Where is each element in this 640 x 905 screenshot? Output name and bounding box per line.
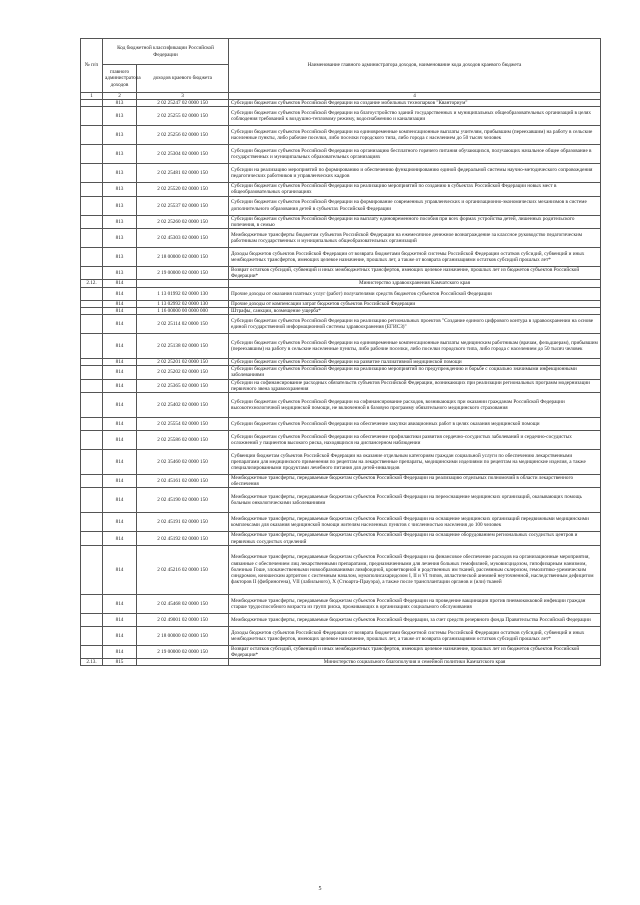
income-name: Субсидии бюджетам субъектов Российской Федерации на формирование современных управленческих и организационно-экономических механизмов в системе дополнительного образования детей в субъектах Российской Федерации — [229, 196, 601, 215]
table-row — [81, 307, 601, 314]
row-number — [81, 594, 103, 613]
col-number-2: 2 — [103, 93, 137, 100]
section-row — [81, 659, 601, 666]
admin-code: 814 — [103, 287, 137, 300]
admin-code: 815 — [103, 659, 137, 666]
income-code: 1 16 00000 00 0000 000 — [137, 307, 229, 314]
admin-code: 814 — [103, 594, 137, 613]
income-code: 2 19 00000 02 0000 150 — [137, 645, 229, 658]
col-name-header: Наименование главного администратора доходов, наименование кода доходов краевого бюджета — [229, 39, 601, 93]
admin-code: 814 — [103, 359, 137, 366]
income-code: 2 02 45192 02 0000 150 — [137, 532, 229, 545]
row-number — [81, 248, 103, 267]
admin-code: 813 — [103, 107, 137, 126]
row-number — [81, 215, 103, 228]
income-code: 2 18 00000 02 0000 150 — [137, 248, 229, 267]
income-name: Доходы бюджетов субъектов Российской Федерации от возврата бюджетами бюджетной системы Российской Федерации остатков субсидий, субвенций и иных межбюджетных трансфертов, имеющих целевое назначение, прошлых лет, а также от возврата организациями остатков субсидий прошлых лет* — [229, 248, 601, 267]
income-name: Межбюджетные трансферты, передаваемые бюджетам субъектов Российской Федерации на оснащение медицинских организаций передвижными медицинскими комплексами для оказания медицинской помощи жителям населенных пунктов с численностью населения до 100 человек — [229, 513, 601, 532]
row-number — [81, 307, 103, 314]
income-code: 2 02 25260 02 0000 150 — [137, 215, 229, 228]
row-number — [81, 645, 103, 658]
row-number — [81, 418, 103, 431]
row-number — [81, 613, 103, 626]
admin-code: 814 — [103, 280, 137, 287]
income-name: Межбюджетные трансферты, передаваемые бюджетам субъектов Российской Федерации, за счет средств резервного фонда Правительства Российской Федерации — [229, 613, 601, 626]
income-name: Межбюджетные трансферты, передаваемые бюджетам субъектов Российской Федерации на переоснащение медицинских организаций, оказывающих помощь больным онкологическими заболеваниями — [229, 488, 601, 513]
revenue-code-table-sheet — [80, 38, 600, 873]
income-code: 2 02 45190 02 0000 150 — [137, 488, 229, 513]
table-row — [81, 393, 601, 418]
table-row — [81, 594, 601, 613]
col-number-4: 4 — [229, 93, 601, 100]
income-name: Межбюджетные трансферты, передаваемые бюджетам субъектов Российской Федерации на проведение вакцинации против пневмококковой инфекции граждан старше трудоспособного возраста из групп риска, проживающих в организациях социального обслуживания — [229, 594, 601, 613]
table-row — [81, 532, 601, 545]
table-row — [81, 267, 601, 280]
admin-code: 814 — [103, 450, 137, 475]
admin-code: 814 — [103, 613, 137, 626]
income-name: Субсидии на реализацию мероприятий по формированию и обеспечению функционированию единой федеральной системы научно-методического сопровождения педагогических работников и управленческих кадров — [229, 164, 601, 183]
table-row — [81, 107, 601, 126]
income-code: 2 19 00000 02 0000 150 — [137, 267, 229, 280]
col-number-1: 1 — [81, 93, 103, 100]
income-code: 2 02 25537 02 0000 150 — [137, 196, 229, 215]
table-row — [81, 248, 601, 267]
admin-code: 814 — [103, 366, 137, 379]
row-number — [81, 431, 103, 450]
income-name: Штрафы, санкции, возмещение ущерба* — [229, 307, 601, 314]
kbk-group-header: Код бюджетной классификации Российской Федерации — [103, 39, 229, 65]
table-row — [81, 626, 601, 645]
table-row — [81, 300, 601, 307]
income-code: 2 02 25402 02 0000 150 — [137, 393, 229, 418]
table-row — [81, 145, 601, 164]
income-name: Министерство социального благополучия и семейной политики Камчатского края — [229, 659, 601, 666]
admin-code: 814 — [103, 379, 137, 392]
table-row — [81, 488, 601, 513]
income-code: 2 02 25114 02 0000 150 — [137, 315, 229, 334]
admin-code: 814 — [103, 645, 137, 658]
income-name: Прочие доходы от оказания платных услуг (работ) получателями средств бюджетов субъектов Российской Федерации — [229, 287, 601, 300]
row-number — [81, 359, 103, 366]
income-code: 2 02 45468 02 0000 150 — [137, 594, 229, 613]
income-code: 2 02 45191 02 0000 150 — [137, 513, 229, 532]
income-name: Субсидии бюджетам субъектов Российской Федерации на создание мобильных технопарков "Кванториум" — [229, 100, 601, 107]
row-number — [81, 513, 103, 532]
revenue-code-table — [80, 38, 601, 666]
row-number — [81, 450, 103, 475]
table-row — [81, 315, 601, 334]
income-name: Прочие доходы от компенсации затрат бюджетов субъектов Российской Федерации — [229, 300, 601, 307]
col-income-header: доходов краевого бюджета — [137, 65, 229, 93]
income-code: 2 02 25304 02 0000 150 — [137, 145, 229, 164]
income-code — [137, 280, 229, 287]
col-num-header: № п/п — [81, 39, 103, 93]
row-number — [81, 126, 103, 145]
income-code: 2 02 35460 02 0000 150 — [137, 450, 229, 475]
income-name: Субсидии бюджетам субъектов Российской Федерации на реализацию мероприятий по предупреждению и борьбе с социально значимыми инфекционными заболеваниями — [229, 366, 601, 379]
row-number — [81, 366, 103, 379]
income-name: Межбюджетные трансферты, передаваемые бюджетам субъектов Российской Федерации на реализацию отдельных полномочий в области лекарственного обеспечения — [229, 475, 601, 488]
row-number — [81, 379, 103, 392]
income-code: 2 02 45161 02 0000 150 — [137, 475, 229, 488]
income-name: Субвенции бюджетам субъектов Российской Федерации на оказание отдельным категориям граждан социальной услуги по обеспечению лекарственными препаратами для медицинского применения по рецептам на лекарственные препараты, медицинскими изделиями по рецептам на медицинские изделия, а также специализированными продуктами лечебного питания для детей-инвалидов — [229, 450, 601, 475]
row-number — [81, 393, 103, 418]
income-name: Межбюджетные трансферты бюджетам субъектов Российской Федерации на ежемесячное денежное вознаграждение за классное руководство педагогическим работникам государственных и муниципальных общеобразовательных организаций — [229, 229, 601, 248]
admin-code: 814 — [103, 626, 137, 645]
admin-code: 814 — [103, 315, 137, 334]
row-number — [81, 196, 103, 215]
admin-code: 813 — [103, 229, 137, 248]
income-code: 2 02 25201 02 0000 150 — [137, 359, 229, 366]
row-number: 2.13. — [81, 659, 103, 666]
row-number — [81, 100, 103, 107]
table-header — [81, 39, 601, 100]
income-name: Субсидии бюджетам субъектов Российской Федерации на благоустройство зданий государственных и муниципальных общеобразовательных организаций в целях соблюдения требований к воздушно-тепловому режиму, водоснабжению и канализации — [229, 107, 601, 126]
income-name: Субсидии бюджетам субъектов Российской Федерации на софинансирование расходов, возникающих при оказании гражданам Российской Федерации высокотехнологичной медицинской помощи, не включенной в базовую программу обязательного медицинского страхования — [229, 393, 601, 418]
col-admin-header: главного администратора доходов — [103, 65, 137, 93]
col-number-3: 3 — [137, 93, 229, 100]
admin-code: 813 — [103, 183, 137, 196]
income-name: Субсидии на софинансирование расходных обязательств субъектов Российской Федерации, возникающих при реализации региональных программ модернизации первичного звена здравоохранения — [229, 379, 601, 392]
row-number — [81, 626, 103, 645]
income-code: 2 02 49001 02 0000 150 — [137, 613, 229, 626]
income-code: 2 02 25256 02 0000 150 — [137, 126, 229, 145]
admin-code: 813 — [103, 100, 137, 107]
table-row — [81, 431, 601, 450]
income-name: Субсидии бюджетам субъектов Российской Федерации на обеспечение закупки авиационных работ в целях оказания медицинской помощи — [229, 418, 601, 431]
table-row — [81, 545, 601, 594]
table-row — [81, 379, 601, 392]
income-name: Субсидии бюджетам субъектов Российской Федерации на организацию бесплатного горячего питания обучающихся, получающих начальное общее образование в государственных и муниципальных образовательных организациях — [229, 145, 601, 164]
income-name: Субсидии бюджетам субъектов Российской Федерации на реализацию региональных проектов "Создание единого цифрового контура в здравоохранении на основе единой государственной информационной системы здравоохранения (ЕГИСЗ)" — [229, 315, 601, 334]
admin-code: 814 — [103, 418, 137, 431]
income-name: Межбюджетные трансферты, передаваемые бюджетам субъектов Российской Федерации на финансовое обеспечение расходов на организационные мероприятия, связанные с обеспечением лиц лекарственными препаратами, предназначенными для лечения больных гемофилией, муковисцидозом, гипофизарным нанизмом, болезнью Гоше, злокачественными новообразованиями лимфоидной, кроветворной и родственных им тканей, рассеянным склерозом, гемолитико-уремическим синдромом, юношеским артритом с системным началом, мукополисахаридозом I, II и VI типов, апластической анемией неуточненной, наследственным дефицитом факторов II (фибриногена), VII (лабильного), X (Стюарта-Прауэра), а также после трансплантации органов и (или) тканей — [229, 545, 601, 594]
income-code: 2 02 25586 02 0000 150 — [137, 431, 229, 450]
admin-code: 813 — [103, 215, 137, 228]
table-row — [81, 334, 601, 359]
table-row — [81, 164, 601, 183]
income-code: 2 02 45303 02 0000 150 — [137, 229, 229, 248]
income-code — [137, 659, 229, 666]
income-code: 2 02 45216 02 0000 150 — [137, 545, 229, 594]
income-name: Министерство здравоохранения Камчатского края — [229, 280, 601, 287]
income-name: Субсидии бюджетам субъектов Российской Федерации на выплату единовременного пособия при всех формах устройства детей, лишенных родительского попечения, в семью — [229, 215, 601, 228]
row-number — [81, 145, 103, 164]
row-number — [81, 164, 103, 183]
row-number — [81, 315, 103, 334]
row-number — [81, 488, 103, 513]
income-code: 1 13 01992 02 0000 130 — [137, 287, 229, 300]
row-number — [81, 475, 103, 488]
income-code: 2 02 25255 02 0000 150 — [137, 107, 229, 126]
table-row — [81, 196, 601, 215]
income-code: 1 13 02992 02 0000 130 — [137, 300, 229, 307]
admin-code: 814 — [103, 300, 137, 307]
income-name: Субсидии бюджетам субъектов Российской Федерации на реализацию мероприятий по созданию в субъектах Российской Федерации новых мест в общеобразовательных организациях — [229, 183, 601, 196]
admin-code: 813 — [103, 248, 137, 267]
table-row — [81, 100, 601, 107]
table-row — [81, 229, 601, 248]
income-code: 2 18 00000 02 0000 150 — [137, 626, 229, 645]
income-name: Субсидии бюджетам субъектов Российской Федерации на единовременные компенсационные выплаты учителям, прибывшим (переехавшим) на работу в сельские населенные пункты, либо рабочие поселки, либо поселки городского типа, либо города с населением до 50 тысяч человек — [229, 126, 601, 145]
admin-code: 814 — [103, 532, 137, 545]
admin-code: 813 — [103, 126, 137, 145]
row-number — [81, 229, 103, 248]
row-number — [81, 267, 103, 280]
income-code: 2 02 25554 02 0000 150 — [137, 418, 229, 431]
admin-code: 813 — [103, 164, 137, 183]
admin-code: 814 — [103, 393, 137, 418]
income-name: Возврат остатков субсидий, субвенций и иных межбюджетных трансфертов, имеющих целевое назначение, прошлых лет из бюджетов субъектов Российской Федерации* — [229, 267, 601, 280]
income-code: 2 02 25202 02 0000 150 — [137, 366, 229, 379]
income-name: Возврат остатков субсидий, субвенций и иных межбюджетных трансфертов, имеющих целевое назначение, прошлых лет из бюджетов субъектов Российской Федерации* — [229, 645, 601, 658]
admin-code: 814 — [103, 431, 137, 450]
admin-code: 814 — [103, 307, 137, 314]
row-number — [81, 545, 103, 594]
income-name: Субсидии бюджетам субъектов Российской Федерации на обеспечение профилактики развития сердечно-сосудистых заболеваний и сердечно-сосудистых осложнений у пациентов высокого риска, находящихся на диспансерном наблюдении — [229, 431, 601, 450]
admin-code: 813 — [103, 196, 137, 215]
table-row — [81, 126, 601, 145]
row-number — [81, 300, 103, 307]
table-row — [81, 418, 601, 431]
table-row — [81, 215, 601, 228]
income-name: Субсидии бюджетам субъектов Российской Федерации на единовременные компенсационные выплаты медицинским работникам (врачам, фельдшерам), прибывшим (переехавшим) на работу в сельские населенные пункты, либо рабочие поселки, либо поселки городского типа, либо города с населением до 50 тысяч человек — [229, 334, 601, 359]
page-number: 5 — [318, 886, 322, 892]
table-body — [81, 100, 601, 666]
row-number — [81, 532, 103, 545]
income-code: 2 02 25481 02 0000 150 — [137, 164, 229, 183]
table-row — [81, 287, 601, 300]
table-row — [81, 513, 601, 532]
row-number: 2.12. — [81, 280, 103, 287]
income-code: 2 02 25247 02 0000 150 — [137, 100, 229, 107]
admin-code: 814 — [103, 334, 137, 359]
admin-code: 814 — [103, 475, 137, 488]
income-name: Доходы бюджетов субъектов Российской Федерации от возврата бюджетами бюджетной системы Российской Федерации остатков субсидий, субвенций и иных межбюджетных трансфертов, имеющих целевое назначение, прошлых лет, а также от возврата организациями остатков субсидий прошлых лет* — [229, 626, 601, 645]
income-name: Субсидии бюджетам субъектов Российской Федерации на развитие паллиативной медицинской помощи — [229, 359, 601, 366]
row-number — [81, 287, 103, 300]
income-code: 2 02 25365 02 0000 150 — [137, 379, 229, 392]
table-row — [81, 359, 601, 366]
table-row — [81, 645, 601, 658]
table-row — [81, 183, 601, 196]
table-row — [81, 613, 601, 626]
row-number — [81, 334, 103, 359]
row-number — [81, 107, 103, 126]
admin-code: 813 — [103, 145, 137, 164]
admin-code: 813 — [103, 267, 137, 280]
income-code: 2 02 25138 02 0000 150 — [137, 334, 229, 359]
admin-code: 814 — [103, 545, 137, 594]
income-code: 2 02 25520 02 0000 150 — [137, 183, 229, 196]
table-row — [81, 366, 601, 379]
table-row — [81, 475, 601, 488]
admin-code: 814 — [103, 488, 137, 513]
income-name: Межбюджетные трансферты, передаваемые бюджетам субъектов Российской Федерации на оснащение оборудованием региональных сосудистых центров и первичных сосудистых отделений — [229, 532, 601, 545]
section-row — [81, 280, 601, 287]
table-row — [81, 450, 601, 475]
row-number — [81, 183, 103, 196]
admin-code: 814 — [103, 513, 137, 532]
